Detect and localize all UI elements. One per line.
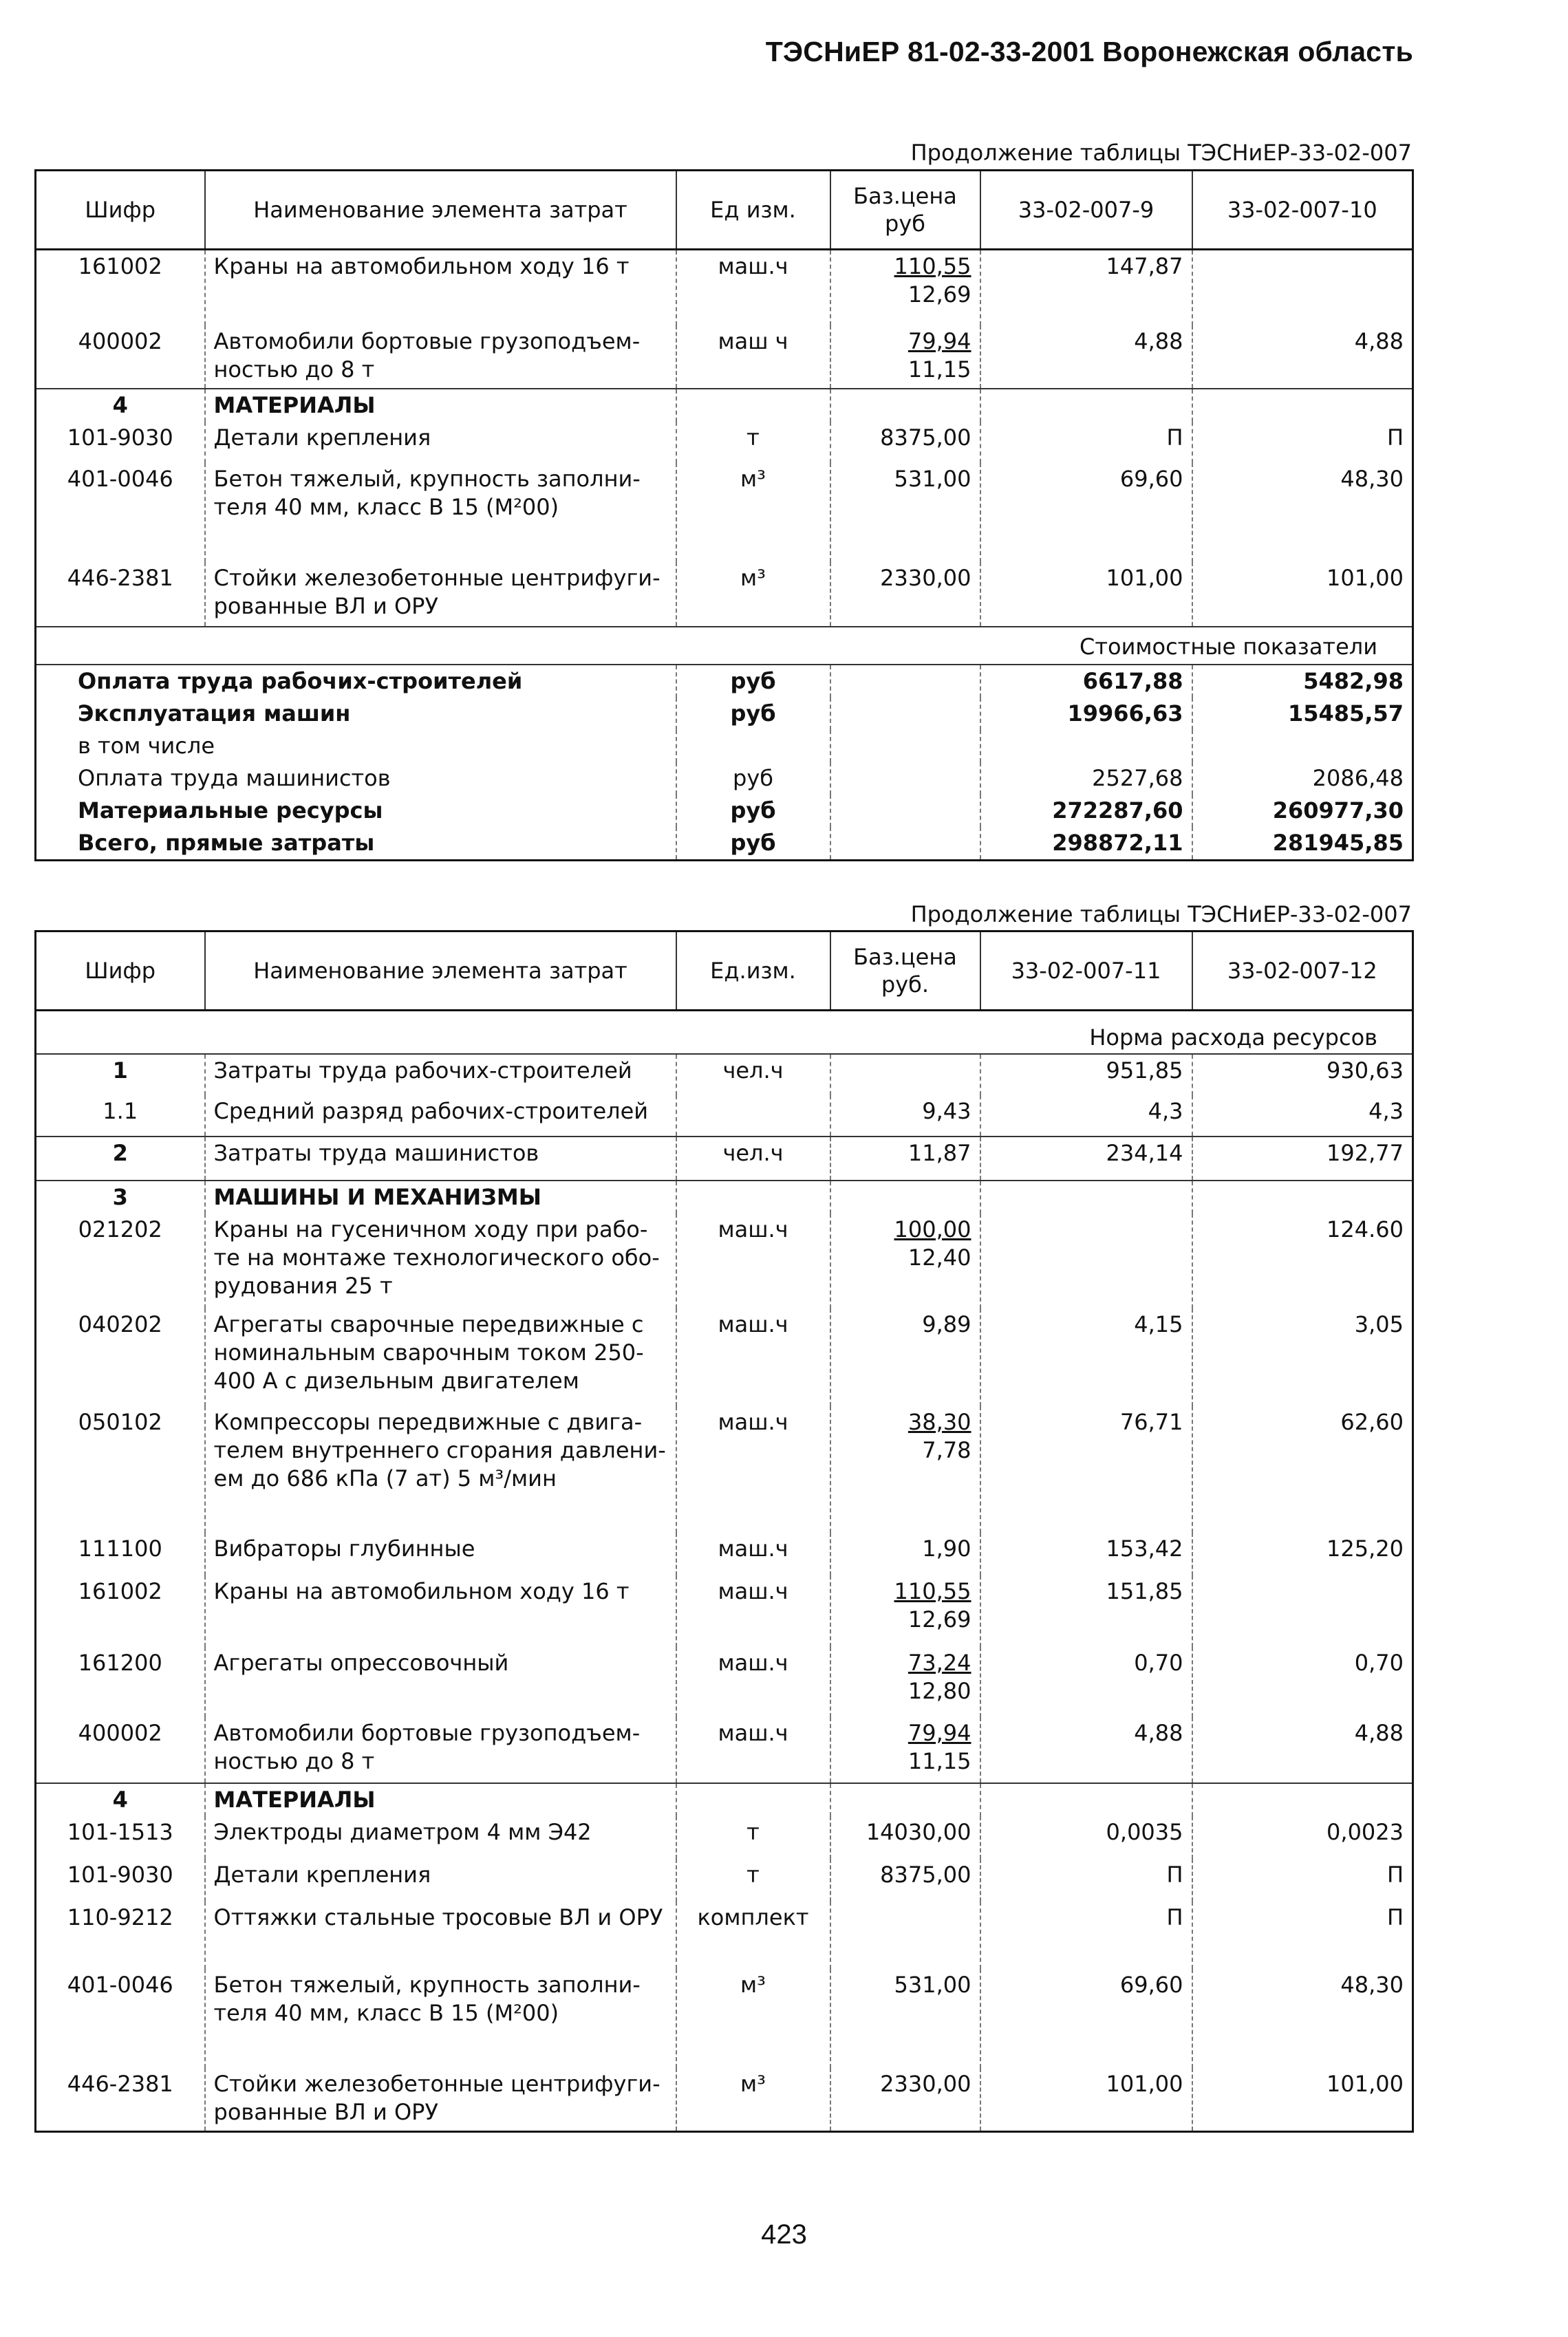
row-unit: м³ [676, 562, 830, 627]
row-unit: м³ [676, 2068, 830, 2131]
row-v1: 234,14 [980, 1137, 1192, 1181]
table-row [36, 1054, 1413, 1095]
cost-label: Материальные ресурсы [78, 797, 383, 823]
empty-cell [830, 665, 980, 698]
table-row [36, 1969, 1413, 2068]
row-name: Автомобили бортовые грузоподъем-ностью до 8 т [205, 1717, 676, 1783]
cost-v2: 15485,57 [1192, 698, 1413, 730]
row-code: 050102 [78, 1409, 162, 1435]
cost-v1: 6617,88 [980, 665, 1192, 698]
row-price: 2330,00 [830, 2068, 980, 2131]
cost-unit: руб [676, 762, 830, 795]
row-v1: 101,00 [980, 562, 1192, 627]
cost-v2 [1192, 730, 1413, 762]
empty-cell [1192, 1181, 1413, 1214]
row-code: 2 [36, 1137, 205, 1181]
cost-v1 [980, 730, 1192, 762]
page-title: ТЭСНиЕР 81-02-33-2001 Воронежская область [765, 36, 1413, 67]
row-v2: П [1192, 1902, 1413, 1969]
cost-row [36, 698, 1413, 730]
section-row [36, 389, 1413, 422]
cost-unit: руб [676, 827, 830, 861]
row-v2: 4,3 [1192, 1095, 1413, 1137]
cost-row [36, 665, 1413, 698]
row-v2: 0,70 [1192, 1647, 1413, 1717]
empty-cell [980, 389, 1192, 422]
row-code: 1 [36, 1054, 205, 1095]
table-row [36, 1308, 1413, 1406]
table-row [36, 1137, 1413, 1181]
row-price: 531,00 [830, 1969, 980, 2068]
row-v2: 930,63 [1192, 1054, 1413, 1095]
row-v1: 4,88 [980, 1717, 1192, 1783]
table1-continuation-note: Продолжение таблицы ТЭСНиЕР-33-02-007 [910, 140, 1412, 166]
table-row [36, 1902, 1413, 1969]
row-code: 161200 [78, 1650, 162, 1676]
row-v1: 4,88 [980, 325, 1192, 389]
cost-v1: 298872,11 [980, 827, 1192, 861]
page-number: 423 [761, 2219, 807, 2250]
row-unit: маш.ч [676, 1406, 830, 1533]
row-name: Стойки железобетонные центрифуги-рованные ВЛ и ОРУ [205, 562, 676, 627]
row-unit: т [676, 1859, 830, 1902]
row-code: 161002 [78, 253, 162, 279]
row-v2: 3,05 [1192, 1308, 1413, 1406]
row-v2: 192,77 [1192, 1137, 1413, 1181]
row-v2: 125,20 [1192, 1533, 1413, 1575]
row-v1: 76,71 [980, 1406, 1192, 1533]
empty-cell [676, 1181, 830, 1214]
row-unit: м³ [676, 463, 830, 562]
row-v1: 0,70 [980, 1647, 1192, 1717]
row-price: 8375,00 [830, 422, 980, 463]
table-row [36, 562, 1413, 627]
row-name: Агрегаты сварочные передвижные с номинальным сварочным током 250-400 А с дизельным двигателем [205, 1308, 676, 1406]
row-price: 9,43 [830, 1095, 980, 1137]
col-unit-header: Ед.изм. [676, 931, 830, 1011]
section-code: 3 [36, 1181, 205, 1214]
row-code: 110-9212 [67, 1904, 173, 1930]
cost-unit: руб [676, 795, 830, 827]
row-price: 73,24 12,80 [830, 1647, 980, 1717]
table2-continuation-note: Продолжение таблицы ТЭСНиЕР-33-02-007 [910, 901, 1412, 927]
row-unit: т [676, 422, 830, 463]
row-name: Средний разряд рабочих-строителей [205, 1095, 676, 1137]
table-row [36, 1095, 1413, 1137]
row-code: 400002 [78, 1720, 162, 1746]
section-code: 4 [36, 389, 205, 422]
empty-cell [830, 698, 980, 730]
row-name: Краны на автомобильном ходу 16 т [205, 1575, 676, 1647]
table1-header-row [36, 171, 1413, 250]
row-v2: 0,0023 [1192, 1816, 1413, 1859]
row-unit: маш ч [676, 325, 830, 389]
cost-label: Всего, прямые затраты [78, 829, 375, 856]
row-name: Затраты труда рабочих-строителей [205, 1054, 676, 1095]
cost-unit: руб [676, 698, 830, 730]
row-name: Бетон тяжелый, крупность заполни-теля 40 мм, класс В 15 (М²00) [205, 463, 676, 562]
row-v2: 62,60 [1192, 1406, 1413, 1533]
row-name: Бетон тяжелый, крупность заполни-теля 40 мм, класс В 15 (М²00) [205, 1969, 676, 2068]
row-code: 1.1 [103, 1098, 138, 1124]
section-title: МАТЕРИАЛЫ [205, 1783, 676, 1816]
empty-cell [1192, 389, 1413, 422]
row-code: 101-9030 [67, 1862, 173, 1888]
table-row [36, 250, 1413, 325]
section-row [36, 1783, 1413, 1816]
row-unit: маш.ч [676, 1214, 830, 1308]
row-v1: 153,42 [980, 1533, 1192, 1575]
col-v2-header: 33-02-007-12 [1192, 931, 1413, 1011]
row-name: Детали крепления [205, 422, 676, 463]
cost-label: Оплата труда рабочих-строителей [36, 665, 676, 698]
cost-v1: 272287,60 [980, 795, 1192, 827]
row-name: Компрессоры передвижные с двига-телем внутреннего сгорания давлени-ем до 686 кПа (7 ат) 5 м³/мин [205, 1406, 676, 1533]
row-v2: 101,00 [1192, 2068, 1413, 2131]
cost-row [36, 795, 1413, 827]
row-v1: П [980, 1902, 1192, 1969]
row-unit: комплект [676, 1902, 830, 1969]
col-v1-header: 33-02-007-9 [980, 171, 1192, 250]
cost-v1: 19966,63 [980, 698, 1192, 730]
col-v2-header: 33-02-007-10 [1192, 171, 1413, 250]
cost-label: в том числе [78, 732, 215, 759]
row-v1: 69,60 [980, 1969, 1192, 2068]
empty-cell [830, 389, 980, 422]
table-row [36, 1717, 1413, 1783]
cost-row [36, 762, 1413, 795]
row-v1: 0,0035 [980, 1816, 1192, 1859]
table-row [36, 1816, 1413, 1859]
row-unit: чел.ч [676, 1054, 830, 1095]
row-v2 [1192, 250, 1413, 325]
row-unit: маш.ч [676, 1717, 830, 1783]
row-code: 446-2381 [67, 2071, 173, 2097]
row-v1: 151,85 [980, 1575, 1192, 1647]
row-v1: 951,85 [980, 1054, 1192, 1095]
table-row [36, 1859, 1413, 1902]
row-unit: м³ [676, 1969, 830, 2068]
row-v1: 69,60 [980, 463, 1192, 562]
row-v2: 48,30 [1192, 1969, 1413, 2068]
row-name: Вибраторы глубинные [205, 1533, 676, 1575]
col-code-header: Шифр [36, 931, 205, 1011]
row-v1: П [980, 422, 1192, 463]
empty-cell [830, 795, 980, 827]
row-v1: 4,15 [980, 1308, 1192, 1406]
empty-cell [830, 730, 980, 762]
table-row [36, 1575, 1413, 1647]
cost-v1: 2527,68 [980, 762, 1192, 795]
section-row [36, 1181, 1413, 1214]
row-price: 531,00 [830, 463, 980, 562]
row-code: 446-2381 [67, 564, 173, 591]
row-code: 101-1513 [67, 1819, 173, 1845]
row-price: 110,55 12,69 [830, 1575, 980, 1647]
cost-v2: 2086,48 [1192, 762, 1413, 795]
col-price-header: Баз.цена руб. [830, 931, 980, 1011]
row-name: Краны на автомобильном ходу 16 т [205, 250, 676, 325]
col-unit-header: Ед изм. [676, 171, 830, 250]
table-row [36, 1533, 1413, 1575]
empty-cell [980, 1181, 1192, 1214]
row-code: 021202 [78, 1216, 162, 1242]
row-unit: маш.ч [676, 250, 830, 325]
row-unit: чел.ч [676, 1137, 830, 1181]
empty-cell [676, 1783, 830, 1816]
row-v2 [1192, 1575, 1413, 1647]
row-v2: 101,00 [1192, 562, 1413, 627]
empty-cell [830, 827, 980, 861]
row-price: 38,30 7,78 [830, 1406, 980, 1533]
row-unit: маш.ч [676, 1533, 830, 1575]
col-code-header: Шифр [36, 171, 205, 250]
row-price: 100,00 12,40 [830, 1214, 980, 1308]
cost-label: Оплата труда машинистов [78, 764, 391, 791]
row-unit: маш.ч [676, 1647, 830, 1717]
cost-v2: 260977,30 [1192, 795, 1413, 827]
row-code: 101-9030 [67, 424, 173, 451]
row-unit [676, 1095, 830, 1137]
norm-header: Норма расхода ресурсов [1089, 1024, 1377, 1051]
empty-cell [830, 762, 980, 795]
row-price: 1,90 [830, 1533, 980, 1575]
row-price: 79,94 11,15 [830, 325, 980, 389]
empty-cell [980, 1783, 1192, 1816]
row-price: 11,87 [830, 1137, 980, 1181]
table-row [36, 422, 1413, 463]
row-name: Электроды диаметром 4 мм Э42 [205, 1816, 676, 1859]
row-code: 111100 [78, 1536, 162, 1562]
row-name: Оттяжки стальные тросовые ВЛ и ОРУ [205, 1902, 676, 1969]
col-name-header: Наименование элемента затрат [205, 171, 676, 250]
cost-row [36, 730, 1413, 762]
empty-cell [830, 1181, 980, 1214]
row-name: Затраты труда машинистов [205, 1137, 676, 1181]
table-row [36, 1406, 1413, 1533]
row-v2: 4,88 [1192, 1717, 1413, 1783]
col-price-header: Баз.цена руб [830, 171, 980, 250]
col-name-header: Наименование элемента затрат [205, 931, 676, 1011]
section-code: 4 [36, 1783, 205, 1816]
row-v2: П [1192, 422, 1413, 463]
row-code: 401-0046 [67, 465, 173, 492]
row-price [830, 1054, 980, 1095]
row-unit: маш.ч [676, 1575, 830, 1647]
cost-unit: руб [676, 665, 830, 698]
table-row [36, 463, 1413, 562]
row-price: 14030,00 [830, 1816, 980, 1859]
cost-label: Эксплуатация машин [78, 700, 351, 726]
row-code: 040202 [78, 1311, 162, 1337]
row-code: 161002 [78, 1578, 162, 1604]
section-title: МАШИНЫ И МЕХАНИЗМЫ [205, 1181, 676, 1214]
row-v1: П [980, 1859, 1192, 1902]
table-row [36, 2068, 1413, 2131]
row-price: 2330,00 [830, 562, 980, 627]
section-title: МАТЕРИАЛЫ [205, 389, 676, 422]
row-v2: 124.60 [1192, 1214, 1413, 1308]
row-name: Агрегаты опрессовочный [205, 1647, 676, 1717]
cost-row [36, 827, 1413, 861]
cost-header: Стоимостные показатели [36, 627, 1413, 665]
norm-header-row [36, 1011, 1413, 1055]
table2 [34, 930, 1414, 2133]
cost-header-row [36, 627, 1413, 665]
col-v1-header: 33-02-007-11 [980, 931, 1192, 1011]
row-price: 79,94 11,15 [830, 1717, 980, 1783]
row-v1: 101,00 [980, 2068, 1192, 2131]
row-price [830, 1902, 980, 1969]
row-code: 400002 [78, 327, 162, 354]
empty-cell [676, 389, 830, 422]
row-unit: т [676, 1816, 830, 1859]
table-row [36, 325, 1413, 389]
row-v1 [980, 1214, 1192, 1308]
row-name: Стойки железобетонные центрифуги-рованные ВЛ и ОРУ [205, 2068, 676, 2131]
table-row [36, 1647, 1413, 1717]
cost-v2: 281945,85 [1192, 827, 1413, 861]
row-v1: 147,87 [980, 250, 1192, 325]
cost-unit [676, 730, 830, 762]
row-v2: 48,30 [1192, 463, 1413, 562]
row-v1: 4,3 [980, 1095, 1192, 1137]
table-row [36, 1214, 1413, 1308]
table1 [34, 169, 1414, 861]
empty-cell [830, 1783, 980, 1816]
row-name: Автомобили бортовые грузоподъем-ностью до 8 т [205, 325, 676, 389]
row-price: 110,55 12,69 [830, 250, 980, 325]
table2-header-row [36, 931, 1413, 1011]
cost-v2: 5482,98 [1192, 665, 1413, 698]
row-price: 8375,00 [830, 1859, 980, 1902]
row-v2: П [1192, 1859, 1413, 1902]
row-price: 9,89 [830, 1308, 980, 1406]
row-code: 401-0046 [67, 1972, 173, 1998]
empty-cell [1192, 1783, 1413, 1816]
row-v2: 4,88 [1192, 325, 1413, 389]
row-name: Детали крепления [205, 1859, 676, 1902]
row-name: Краны на гусеничном ходу при рабо-те на монтаже технологического обо-рудования 25 т [205, 1214, 676, 1308]
row-unit: маш.ч [676, 1308, 830, 1406]
